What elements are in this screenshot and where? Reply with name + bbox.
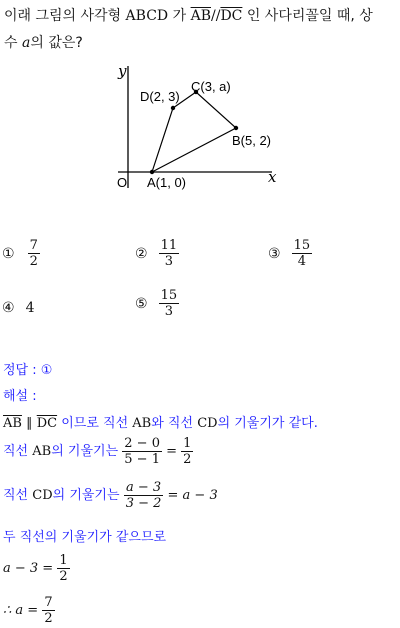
question-line-1: 이래 그림의 사각형 ABCD 가 $\overline{AB}//\overline{DC}$ 인 사다리꼴일 때, 상 <box>4 8 373 24</box>
choice-3[interactable]: ③ $\frac{15}{4}$ <box>268 238 311 269</box>
x-axis-label: x <box>268 168 277 186</box>
answer-label: 정답 : ① <box>3 363 53 378</box>
point-a <box>150 170 154 174</box>
trapezoid-figure <box>0 58 400 198</box>
origin-label: O <box>117 175 128 190</box>
segment-ab: $\overline{AB}$ <box>190 8 211 24</box>
label-d: D(2, 3) <box>140 89 180 104</box>
explain-line-4: 두 직선의 기울기가 같으므로 <box>3 530 167 545</box>
choice-2[interactable]: ② $\frac{11}{3}$ <box>135 238 178 269</box>
question-line-2: 수 a의 값은? <box>4 35 83 51</box>
label-b: B(5, 2) <box>232 133 272 148</box>
explanation-label: 해설 : <box>3 389 37 404</box>
explain-line-1: $\overline{AB}$ ∥ $\overline{DC}$ 이므로 직선 AB와 직선 CD의 기울기가 같다. <box>3 416 318 431</box>
point-d <box>171 106 175 110</box>
quad-name: ABCD <box>125 8 169 24</box>
y-axis-label: y <box>118 62 127 80</box>
choice-4[interactable]: ④ 4 <box>2 300 35 316</box>
choice-1[interactable]: ① $\frac{7}{2}$ <box>2 238 38 269</box>
choice-5[interactable]: ⑤ $\frac{15}{3}$ <box>135 288 178 319</box>
quadrilateral-abcd <box>152 92 236 172</box>
segment-dc: $\overline{DC}$ <box>220 8 243 24</box>
explain-line-6: ∴ a = $\frac{7}{2}$ <box>3 595 53 626</box>
explain-line-5: a − 3 = $\frac{1}{2}$ <box>3 553 68 584</box>
explain-line-2: 직선 AB의 기울기는 $\frac{2 - 0}{5 - 1}$ = $\frac{1}{2}$ <box>3 436 192 467</box>
label-a: A(1, 0) <box>147 175 187 190</box>
label-c: C(3, a) <box>191 79 231 94</box>
explain-line-3: 직선 CD의 기울기는 $\frac{a - 3}{3 - 2}$ = a − 3 <box>3 480 218 511</box>
point-b <box>234 126 238 130</box>
